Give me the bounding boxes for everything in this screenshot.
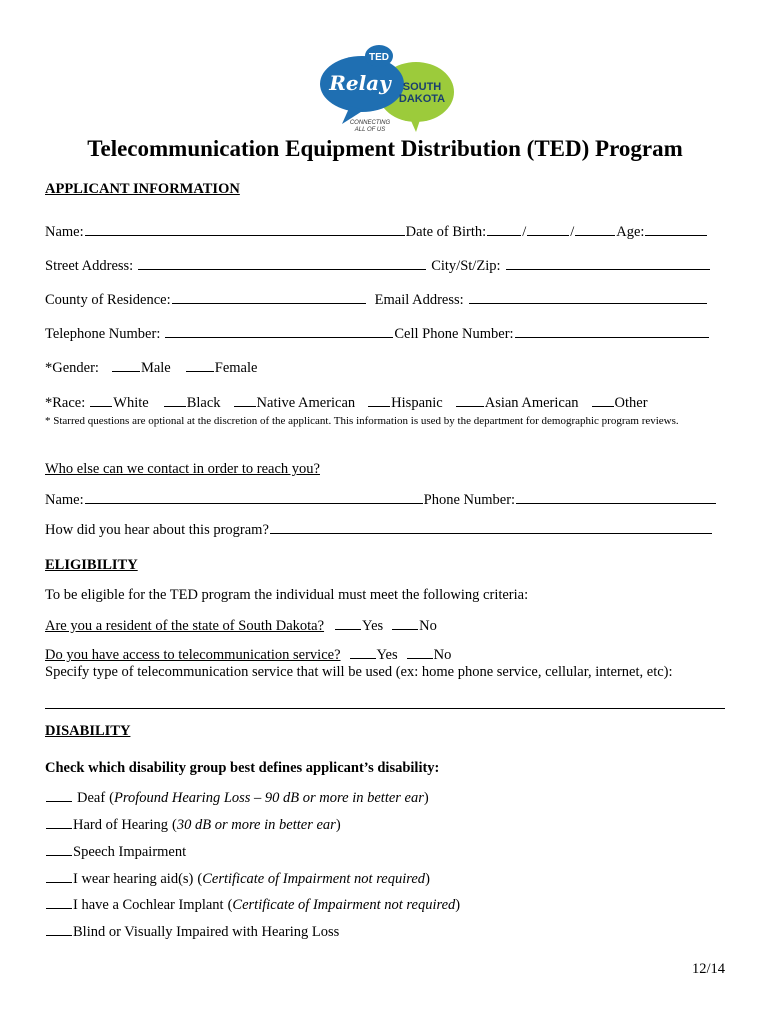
dob-month-field[interactable] — [487, 223, 521, 236]
email-label: Email Address: — [374, 292, 464, 308]
gender-female-field[interactable] — [186, 359, 214, 372]
service-yes-label: Yes — [376, 647, 398, 663]
logo-relay-text: Relay — [329, 71, 391, 95]
resident-no-label: No — [419, 618, 437, 634]
disability-instruction: Check which disability group best defines applicant’s disability: — [45, 760, 440, 776]
logo-ted-text: TED — [369, 52, 389, 63]
race-black-label: Black — [186, 395, 221, 411]
race-other-field[interactable] — [592, 394, 614, 407]
race-asian-american-field[interactable] — [456, 394, 484, 407]
cell-field[interactable] — [515, 325, 709, 338]
hearing-aid-note: Certificate of Impairment not required — [202, 871, 426, 887]
optional-questions-note: * Starred questions are optional at the discretion of the applicant. This information is used by the department for demographic program reviews. — [45, 415, 679, 427]
telephone-field[interactable] — [165, 325, 393, 338]
city-field[interactable] — [506, 257, 710, 270]
relay-south-dakota-logo — [312, 44, 462, 136]
race-native-american-label: Native American — [256, 395, 356, 411]
disability-option-deaf: Deaf ( Profound Hearing Loss – 90 dB or more in better ear ) — [45, 789, 429, 807]
deaf-note: Profound Hearing Loss – 90 dB or more in better ear — [114, 790, 424, 806]
race-hispanic-label: Hispanic — [391, 395, 443, 411]
hearing-aid-field[interactable] — [46, 870, 72, 883]
specify-service-text: Specify type of telecommunication service that will be used (ex: home phone service, cellular, internet, etc): — [45, 664, 673, 680]
name-dob-row: Name: Date of Birth: / / Age: — [45, 223, 708, 241]
resident-row — [45, 617, 437, 635]
page-title: Telecommunication Equipment Distribution (TED) Program — [87, 136, 683, 161]
race-label: *Race: — [45, 395, 86, 411]
hearing-aid-label: I wear hearing aid(s) — [73, 871, 194, 887]
dob-day-field[interactable] — [527, 223, 569, 236]
logo-tagline-2: ALL OF US — [354, 127, 386, 133]
applicant-heading: APPLICANT INFORMATION — [45, 181, 240, 197]
race-asian-american-label: Asian American — [484, 395, 579, 411]
dob-year-field[interactable] — [575, 223, 615, 236]
county-field[interactable] — [172, 291, 366, 304]
resident-no-field[interactable] — [392, 617, 418, 630]
disability-option-hard-of-hearing: Hard of Hearing ( 30 dB or more in better ear ) — [45, 816, 341, 834]
city-label: City/St/Zip: — [431, 258, 501, 274]
logo-green-tail — [408, 114, 422, 132]
contact-phone-field[interactable] — [516, 491, 716, 504]
telephone-label: Telephone Number: — [45, 326, 161, 342]
contact-question: Who else can we contact in order to reach you? — [45, 461, 320, 477]
hard-of-hearing-note: 30 dB or more in better ear — [176, 817, 336, 833]
street-label: Street Address: — [45, 258, 134, 274]
hear-label: How did you hear about this program? — [45, 522, 269, 538]
service-yes-field[interactable] — [350, 646, 376, 659]
gender-male-label: Male — [140, 360, 171, 376]
cell-label: Cell Phone Number: — [394, 326, 514, 342]
address-row — [45, 257, 711, 275]
disability-option-cochlear: I have a Cochlear Implant ( Certificate of Impairment not required ) — [45, 896, 460, 914]
disability-option-blind — [45, 923, 339, 941]
cochlear-label: I have a Cochlear Implant — [73, 897, 224, 913]
blind-field[interactable] — [46, 923, 72, 936]
resident-yes-field[interactable] — [335, 617, 361, 630]
age-label: Age: — [616, 224, 645, 240]
cochlear-field[interactable] — [46, 896, 72, 909]
gender-female-label: Female — [214, 360, 258, 376]
disability-option-hearing-aid: I wear hearing aid(s) ( Certificate of Impairment not required ) — [45, 870, 430, 888]
resident-question: Are you a resident of the state of South Dakota? — [45, 618, 325, 634]
blind-label: Blind or Visually Impaired with Hearing Loss — [73, 924, 340, 940]
disability-option-speech — [45, 843, 186, 861]
hard-of-hearing-field[interactable] — [46, 816, 72, 829]
page-number: 12/14 — [691, 961, 725, 977]
race-other-label: Other — [614, 395, 648, 411]
logo-south-text: SOUTH — [402, 81, 442, 93]
service-row — [45, 646, 451, 664]
specify-service-field[interactable] — [45, 708, 725, 709]
logo-dakota-text: DAKOTA — [398, 93, 446, 105]
eligibility-heading: ELIGIBILITY — [45, 557, 138, 573]
email-field[interactable] — [469, 291, 707, 304]
race-black-field[interactable] — [164, 394, 186, 407]
gender-label: *Gender: — [45, 360, 99, 376]
hard-of-hearing-label: Hard of Hearing — [73, 817, 169, 833]
service-question: Do you have access to telecommunication service? — [45, 647, 341, 663]
race-row — [45, 394, 648, 412]
name-field[interactable] — [85, 223, 405, 236]
contact-name-row — [45, 491, 717, 509]
age-field[interactable] — [645, 223, 707, 236]
gender-row — [45, 359, 257, 377]
contact-phone-label: Phone Number: — [423, 492, 516, 508]
county-label: County of Residence: — [45, 292, 171, 308]
county-email-row — [45, 291, 708, 309]
race-native-american-field[interactable] — [234, 394, 256, 407]
deaf-field[interactable] — [46, 789, 72, 802]
cochlear-note: Certificate of Impairment not required — [232, 897, 456, 913]
race-white-label: White — [113, 395, 149, 411]
race-white-field[interactable] — [90, 394, 112, 407]
disability-heading: DISABILITY — [45, 723, 131, 739]
phone-row — [45, 325, 710, 343]
street-field[interactable] — [138, 257, 426, 270]
service-no-label: No — [433, 647, 452, 663]
hear-row — [45, 521, 713, 539]
logo-tagline-1: CONNECTING — [349, 120, 391, 126]
contact-name-label: Name: — [45, 492, 84, 508]
service-no-field[interactable] — [407, 646, 433, 659]
gender-male-field[interactable] — [112, 359, 140, 372]
speech-label: Speech Impairment — [73, 844, 187, 860]
hear-field[interactable] — [270, 521, 712, 534]
name-label: Name: — [45, 224, 84, 240]
eligibility-intro: To be eligible for the TED program the individual must meet the following criteria: — [45, 587, 529, 603]
contact-name-field[interactable] — [85, 491, 423, 504]
race-hispanic-field[interactable] — [368, 394, 390, 407]
resident-yes-label: Yes — [362, 618, 384, 634]
dob-label: Date of Birth: — [405, 224, 487, 240]
deaf-label: Deaf — [77, 790, 106, 806]
speech-field[interactable] — [46, 843, 72, 856]
